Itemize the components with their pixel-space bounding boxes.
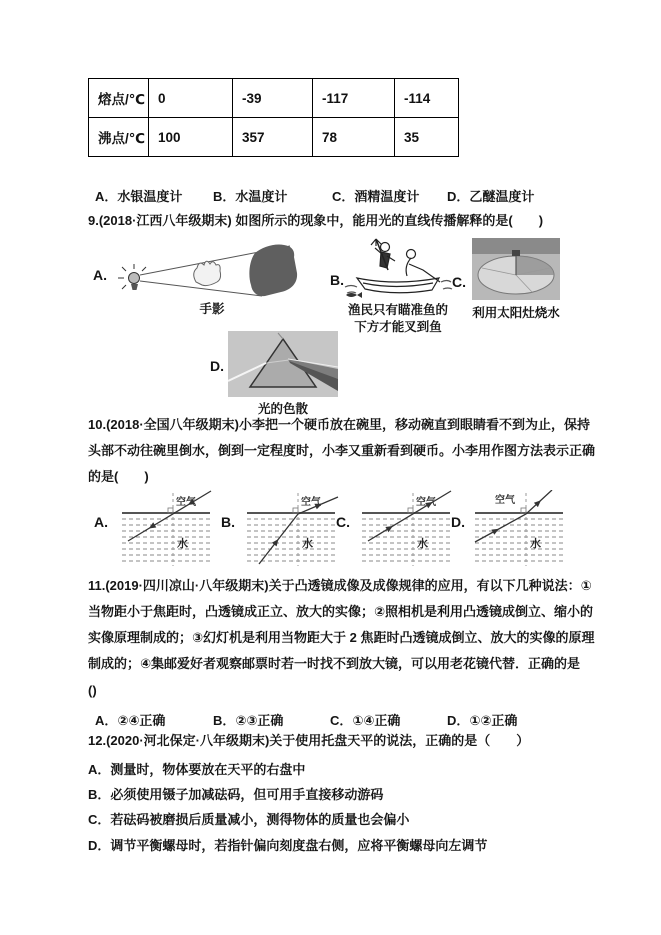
refraction-diagram-a bbox=[116, 490, 214, 570]
q8-option-b: B．水温度计 bbox=[213, 189, 288, 204]
table-row bbox=[89, 118, 459, 157]
q11-option-d: D．①②正确 bbox=[447, 713, 518, 728]
q9-figure-b-caption-line2: 下方才能叉到鱼 bbox=[354, 320, 442, 334]
table-cell: -117 bbox=[313, 79, 395, 118]
q12-option-b: B．必须使用镊子加减砝码，但可用手直接移动游码 bbox=[88, 787, 384, 802]
q9-figure-a-label: A. bbox=[93, 267, 107, 283]
fisherman-boat-figure bbox=[343, 236, 455, 300]
q10-diagram-a-label: A. bbox=[94, 514, 108, 530]
melting-boiling-table bbox=[88, 78, 459, 157]
q8-options-row bbox=[0, 186, 661, 204]
hand-outline bbox=[194, 261, 221, 285]
q9-figure-a-caption: 手影 bbox=[199, 302, 225, 316]
q9-figure-c-caption: 利用太阳灶烧水 bbox=[472, 306, 560, 320]
table-cell: 沸点/℃ bbox=[89, 118, 149, 157]
q11-option-a: A．②④正确 bbox=[95, 713, 166, 728]
q11-text-line3: 实像原理制成的；③幻灯机是利用当物距大于 2 焦距时凸透镜成倒立、放大的实像的原理 bbox=[88, 630, 595, 645]
water-hatching bbox=[122, 519, 210, 561]
air-label: 空气 bbox=[301, 497, 321, 508]
q10-text-line3: 的是( ) bbox=[88, 469, 149, 484]
prism-dispersion-figure bbox=[228, 331, 338, 397]
q10-text-line1: 10.(2018·全国八年级期末)小李把一个硬币放在碗里，移动碗直到眼睛看不到为止，保持 bbox=[88, 417, 590, 432]
water-label: 水 bbox=[417, 538, 428, 550]
q12-option-a: A．测量时，物体要放在天平的右盘中 bbox=[88, 762, 306, 777]
table-cell: 0 bbox=[149, 79, 233, 118]
lamp-icon bbox=[118, 264, 146, 290]
water-label: 水 bbox=[177, 538, 188, 550]
q9-figure-d-caption: 光的色散 bbox=[257, 402, 308, 416]
q10-diagram-c-label: C. bbox=[336, 514, 350, 530]
q12-text: 12.(2020·河北保定·八年级期末)关于使用托盘天平的说法，正确的是（ ） bbox=[88, 733, 530, 748]
solar-cooker-photo bbox=[472, 238, 560, 300]
q10-diagram-b-label: B. bbox=[221, 514, 235, 530]
water-label: 水 bbox=[302, 538, 313, 550]
water-hatching bbox=[362, 519, 450, 561]
q11-text-line5: () bbox=[88, 683, 97, 698]
table-row bbox=[89, 79, 459, 118]
q9-text: 9.(2018·江西八年级期末) 如图所示的现象中，能用光的直线传播解释的是( ) bbox=[88, 213, 544, 228]
table-cell: -39 bbox=[233, 79, 313, 118]
q11-text-line4: 制成的；④集邮爱好者观察邮票时若一时找不到放大镜，可以用老花镜代替．正确的是 bbox=[88, 656, 581, 671]
hand-shadow-figure bbox=[112, 240, 312, 300]
water-hatching bbox=[475, 519, 563, 561]
q10-text-line2: 头部不动往碗里倒水，倒到一定程度时，小李又重新看到硬币。小李用作图方法表示正确 bbox=[88, 443, 596, 458]
kettle bbox=[512, 250, 520, 256]
shadow-shape bbox=[249, 244, 297, 296]
water-hatching bbox=[247, 519, 335, 561]
q9-figure-d-label: D. bbox=[210, 358, 224, 374]
table-cell: -114 bbox=[395, 79, 459, 118]
q8-option-a: A．水银温度计 bbox=[95, 189, 183, 204]
q12-option-d: D．调节平衡螺母时，若指针偏向刻度盘右侧，应将平衡螺母向左调节 bbox=[88, 838, 488, 853]
light-ray bbox=[128, 491, 211, 541]
air-label: 空气 bbox=[416, 497, 436, 508]
table-cell: 100 bbox=[149, 118, 233, 157]
q9-figure-c-label: C. bbox=[452, 274, 466, 290]
q10-diagram-d-label: D. bbox=[451, 514, 465, 530]
q11-text-line2: 当物距小于焦距时，凸透镜成正立、放大的实像；②照相机是利用凸透镜成倒立、缩小的 bbox=[88, 604, 594, 619]
q11-options-row bbox=[0, 710, 661, 728]
q11-option-b: B．②③正确 bbox=[213, 713, 284, 728]
refraction-diagram-d bbox=[469, 490, 567, 570]
q9-figure-b-label: B. bbox=[330, 272, 344, 288]
boat-hull bbox=[357, 278, 439, 293]
air-label: 空气 bbox=[176, 497, 196, 508]
air-label: 空气 bbox=[495, 495, 515, 506]
water-label: 水 bbox=[530, 538, 541, 550]
table-cell: 357 bbox=[233, 118, 313, 157]
q8-option-c: C．酒精温度计 bbox=[332, 189, 420, 204]
q11-text-line1: 11.(2019·四川凉山·八年级期末)关于凸透镜成像及成像规律的应用，有以下几种说法：① bbox=[88, 578, 592, 593]
light-ray bbox=[368, 491, 451, 541]
q11-option-c: C．①④正确 bbox=[330, 713, 401, 728]
table-cell: 熔点/℃ bbox=[89, 79, 149, 118]
q12-option-c: C．若砝码被磨损后质量减小，测得物体的质量也会偏小 bbox=[88, 812, 410, 827]
refraction-diagram-b bbox=[241, 490, 339, 570]
table-cell: 78 bbox=[313, 118, 395, 157]
table-cell: 35 bbox=[395, 118, 459, 157]
refraction-diagram-c bbox=[356, 490, 454, 570]
q8-option-d: D．乙醚温度计 bbox=[447, 189, 535, 204]
q9-figure-b-caption-line1: 渔民只有瞄准鱼的 bbox=[347, 303, 448, 317]
ray-arrow bbox=[149, 522, 157, 528]
fisherman-seated bbox=[406, 258, 411, 276]
